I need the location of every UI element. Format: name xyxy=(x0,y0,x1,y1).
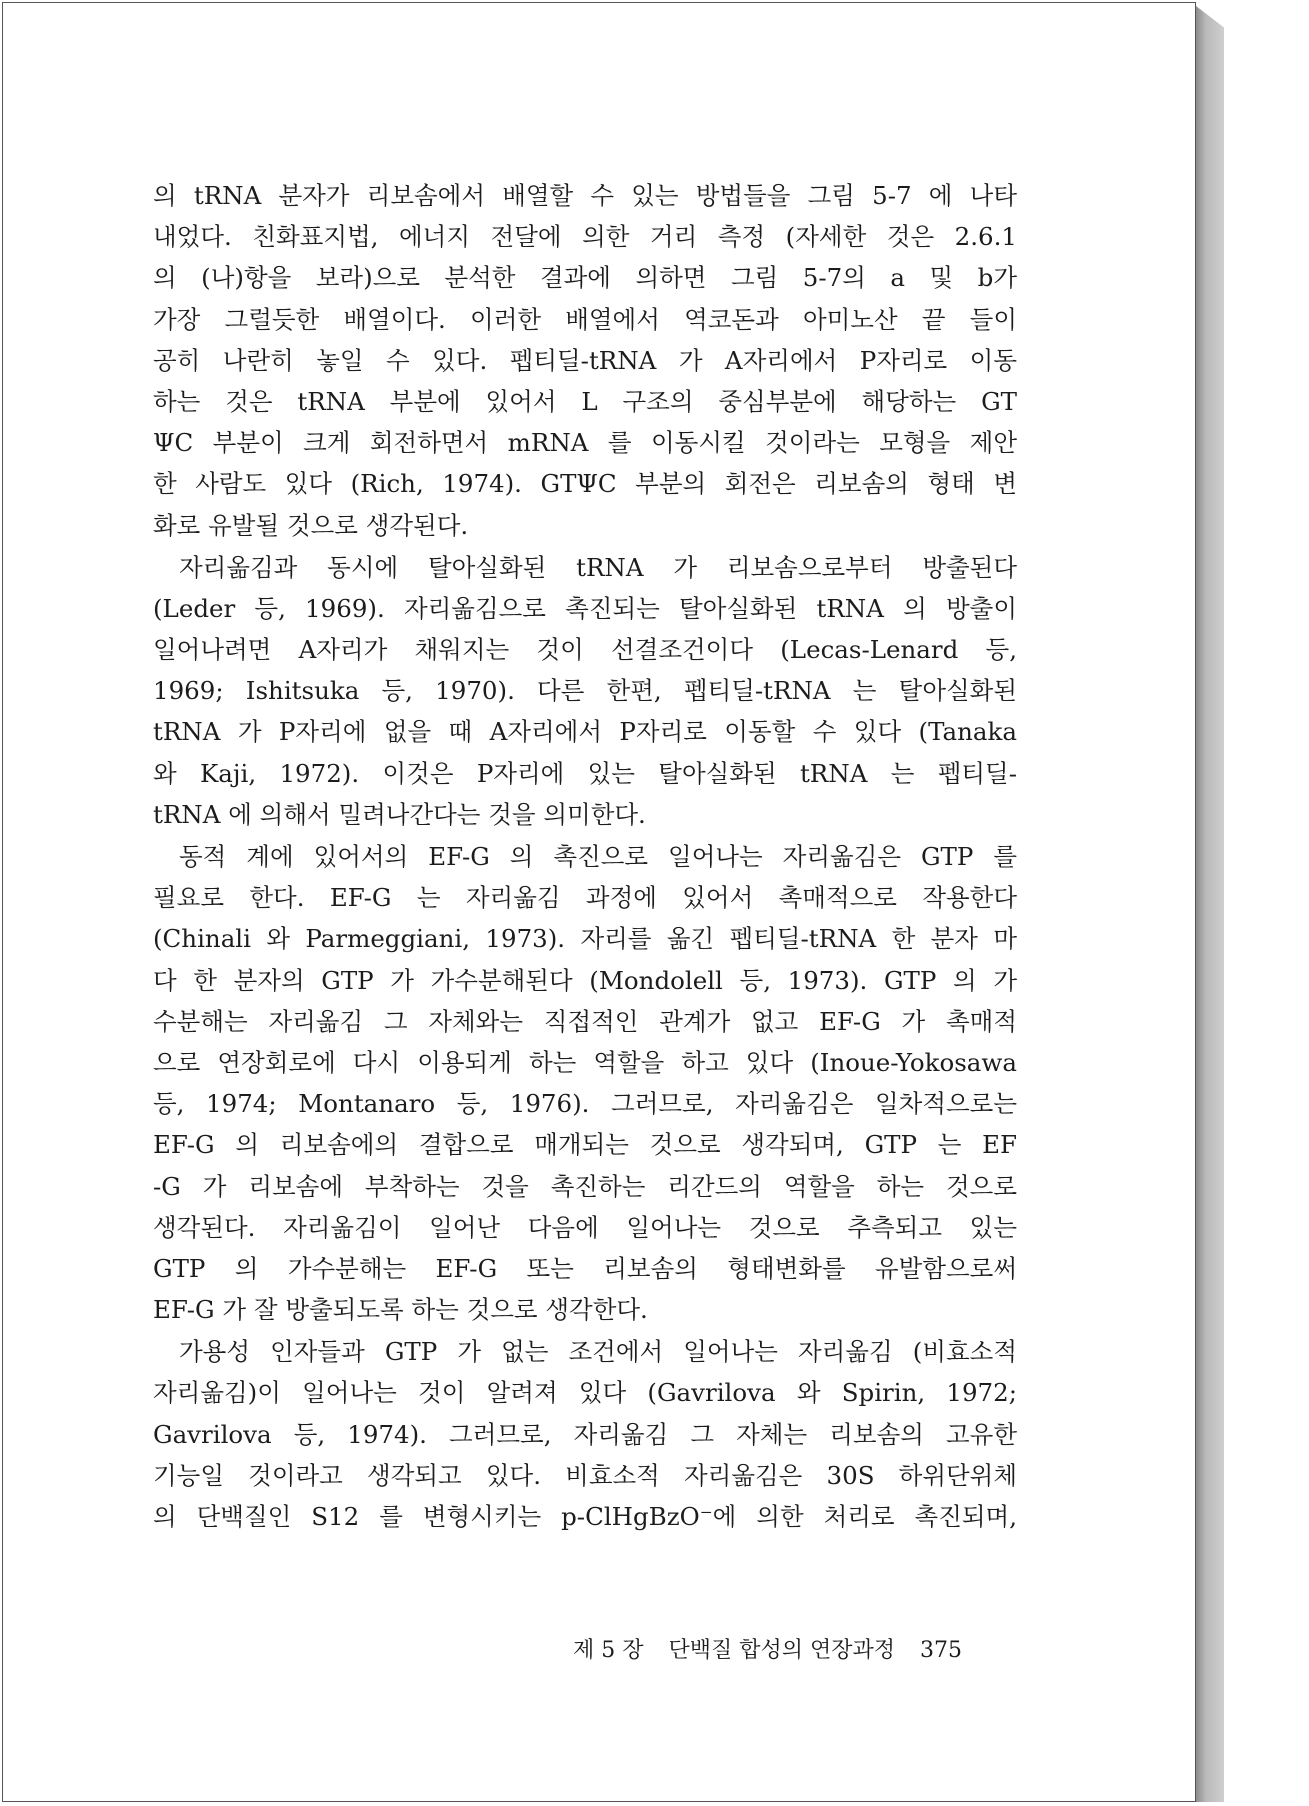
text-line: 다 한 분자의 GTP 가 가수분해된다 (Mondolell 등, 1973). GTP 의 가 xyxy=(153,965,1017,995)
text-line: ΨC 부분이 크게 회전하면서 mRNA 를 이동시킬 것이라는 모형을 제안 xyxy=(153,428,1017,458)
text-line: 으로 연장회로에 다시 이용되게 하는 역할을 하고 있다 (Inoue-Yokosawa xyxy=(153,1047,1017,1077)
text-line: 의 tRNA 분자가 리보솜에서 배열할 수 있는 방법들을 그림 5-7 에 나타 xyxy=(153,181,1017,210)
text-line: 와 Kaji, 1972). 이것은 P자리에 있는 탈아실화된 tRNA 는 펩티딜- xyxy=(153,758,1017,788)
text-line: 생각된다. 자리옮김이 일어난 다음에 일어나는 것으로 추측되고 있는 xyxy=(153,1212,1017,1242)
text-line: EF-G 가 잘 방출되도록 하는 것으로 생각한다. xyxy=(153,1295,648,1325)
text-line: tRNA 가 P자리에 없을 때 A자리에서 P자리로 이동할 수 있다 (Tanaka xyxy=(153,717,1017,747)
text-line: 자리옮김)이 일어나는 것이 알려져 있다 (Gavrilova 와 Spirin, 1972; xyxy=(153,1378,1017,1408)
text-line: 필요로 한다. EF-G 는 자리옮김 과정에 있어서 촉매적으로 작용한다 xyxy=(153,883,1017,913)
text-line: 동적 계에 있어서의 EF-G 의 촉진으로 일어나는 자리옮김은 GTP 를 xyxy=(179,842,1017,871)
body-text xyxy=(153,175,1017,1538)
footer-chapter: 제 5 장 xyxy=(573,1638,644,1663)
text-line: 1969; Ishitsuka 등, 1970). 다른 한편, 펩티딜-tRNA 는 탈아실화된 xyxy=(153,676,1017,706)
running-footer xyxy=(573,1633,980,1664)
text-line: tRNA 에 의해서 밀려나간다는 것을 의미한다. xyxy=(153,799,646,829)
text-line: 등, 1974; Montanaro 등, 1976). 그러므로, 자리옮김은 일차적으로는 xyxy=(153,1089,1017,1119)
text-line: 기능일 것이라고 생각되고 있다. 비효소적 자리옮김은 30S 하위단위체 xyxy=(153,1460,1017,1490)
text-line: 자리옮김과 동시에 탈아실화된 tRNA 가 리보솜으로부터 방출된다 xyxy=(179,552,1017,582)
text-line: EF-G 의 리보솜에의 결합으로 매개되는 것으로 생각되며, GTP 는 EF xyxy=(153,1130,1017,1160)
paragraph-4 xyxy=(153,1331,1017,1537)
text-line: 공히 나란히 놓일 수 있다. 펩티딜-tRNA 가 A자리에서 P자리로 이동 xyxy=(153,345,1017,375)
text-line: 가용성 인자들과 GTP 가 없는 조건에서 일어나는 자리옮김 (비효소적 xyxy=(179,1337,1017,1367)
text-line: 내었다. 친화표지법, 에너지 전달에 의한 거리 측정 (자세한 것은 2.6.1 xyxy=(153,222,1017,252)
page-stack-edge xyxy=(1196,6,1224,1802)
text-line: -G 가 리보솜에 부착하는 것을 촉진하는 리간드의 역할을 하는 것으로 xyxy=(153,1171,1017,1201)
text-line: 한 사람도 있다 (Rich, 1974). GTΨC 부분의 회전은 리보솜의 형태 변 xyxy=(153,469,1017,499)
paragraph-2 xyxy=(153,547,1017,835)
text-line: 하는 것은 tRNA 부분에 있어서 L 구조의 중심부분에 해당하는 GT xyxy=(153,386,1017,416)
text-line: Gavrilova 등, 1974). 그러므로, 자리옮김 그 자체는 리보솜의 고유한 xyxy=(153,1419,1017,1449)
text-line: 일어나려면 A자리가 채워지는 것이 선결조건이다 (Lecas-Lenard 등, xyxy=(153,635,1017,665)
text-line: 의 단백질인 S12 를 변형시키는 p-ClHgBzO⁻에 의한 처리로 촉진되며, xyxy=(153,1502,1017,1531)
text-line: (Leder 등, 1969). 자리옮김으로 촉진되는 탈아실화된 tRNA 의 방출이 xyxy=(153,593,1017,623)
text-line: GTP 의 가수분해는 EF-G 또는 리보솜의 형태변화를 유발함으로써 xyxy=(153,1253,1017,1283)
paragraph-3 xyxy=(153,836,1017,1330)
page-sheet xyxy=(2,2,1196,1802)
text-line: 의 (나)항을 보라)으로 분석한 결과에 의하면 그림 5-7의 a 및 b가 xyxy=(153,263,1017,293)
paragraph-1 xyxy=(153,175,1017,546)
footer-title: 단백질 합성의 연장과정 xyxy=(668,1638,896,1663)
page-number: 375 xyxy=(920,1638,963,1663)
text-line: 가장 그럴듯한 배열이다. 이러한 배열에서 역코돈과 아미노산 끝 들이 xyxy=(153,304,1017,334)
text-line: 화로 유발될 것으로 생각된다. xyxy=(153,510,469,540)
text-line: (Chinali 와 Parmeggiani, 1973). 자리를 옮긴 펩티딜-tRNA 한 분자 마 xyxy=(153,924,1017,954)
text-line: 수분해는 자리옮김 그 자체와는 직접적인 관계가 없고 EF-G 가 촉매적 xyxy=(153,1006,1017,1036)
